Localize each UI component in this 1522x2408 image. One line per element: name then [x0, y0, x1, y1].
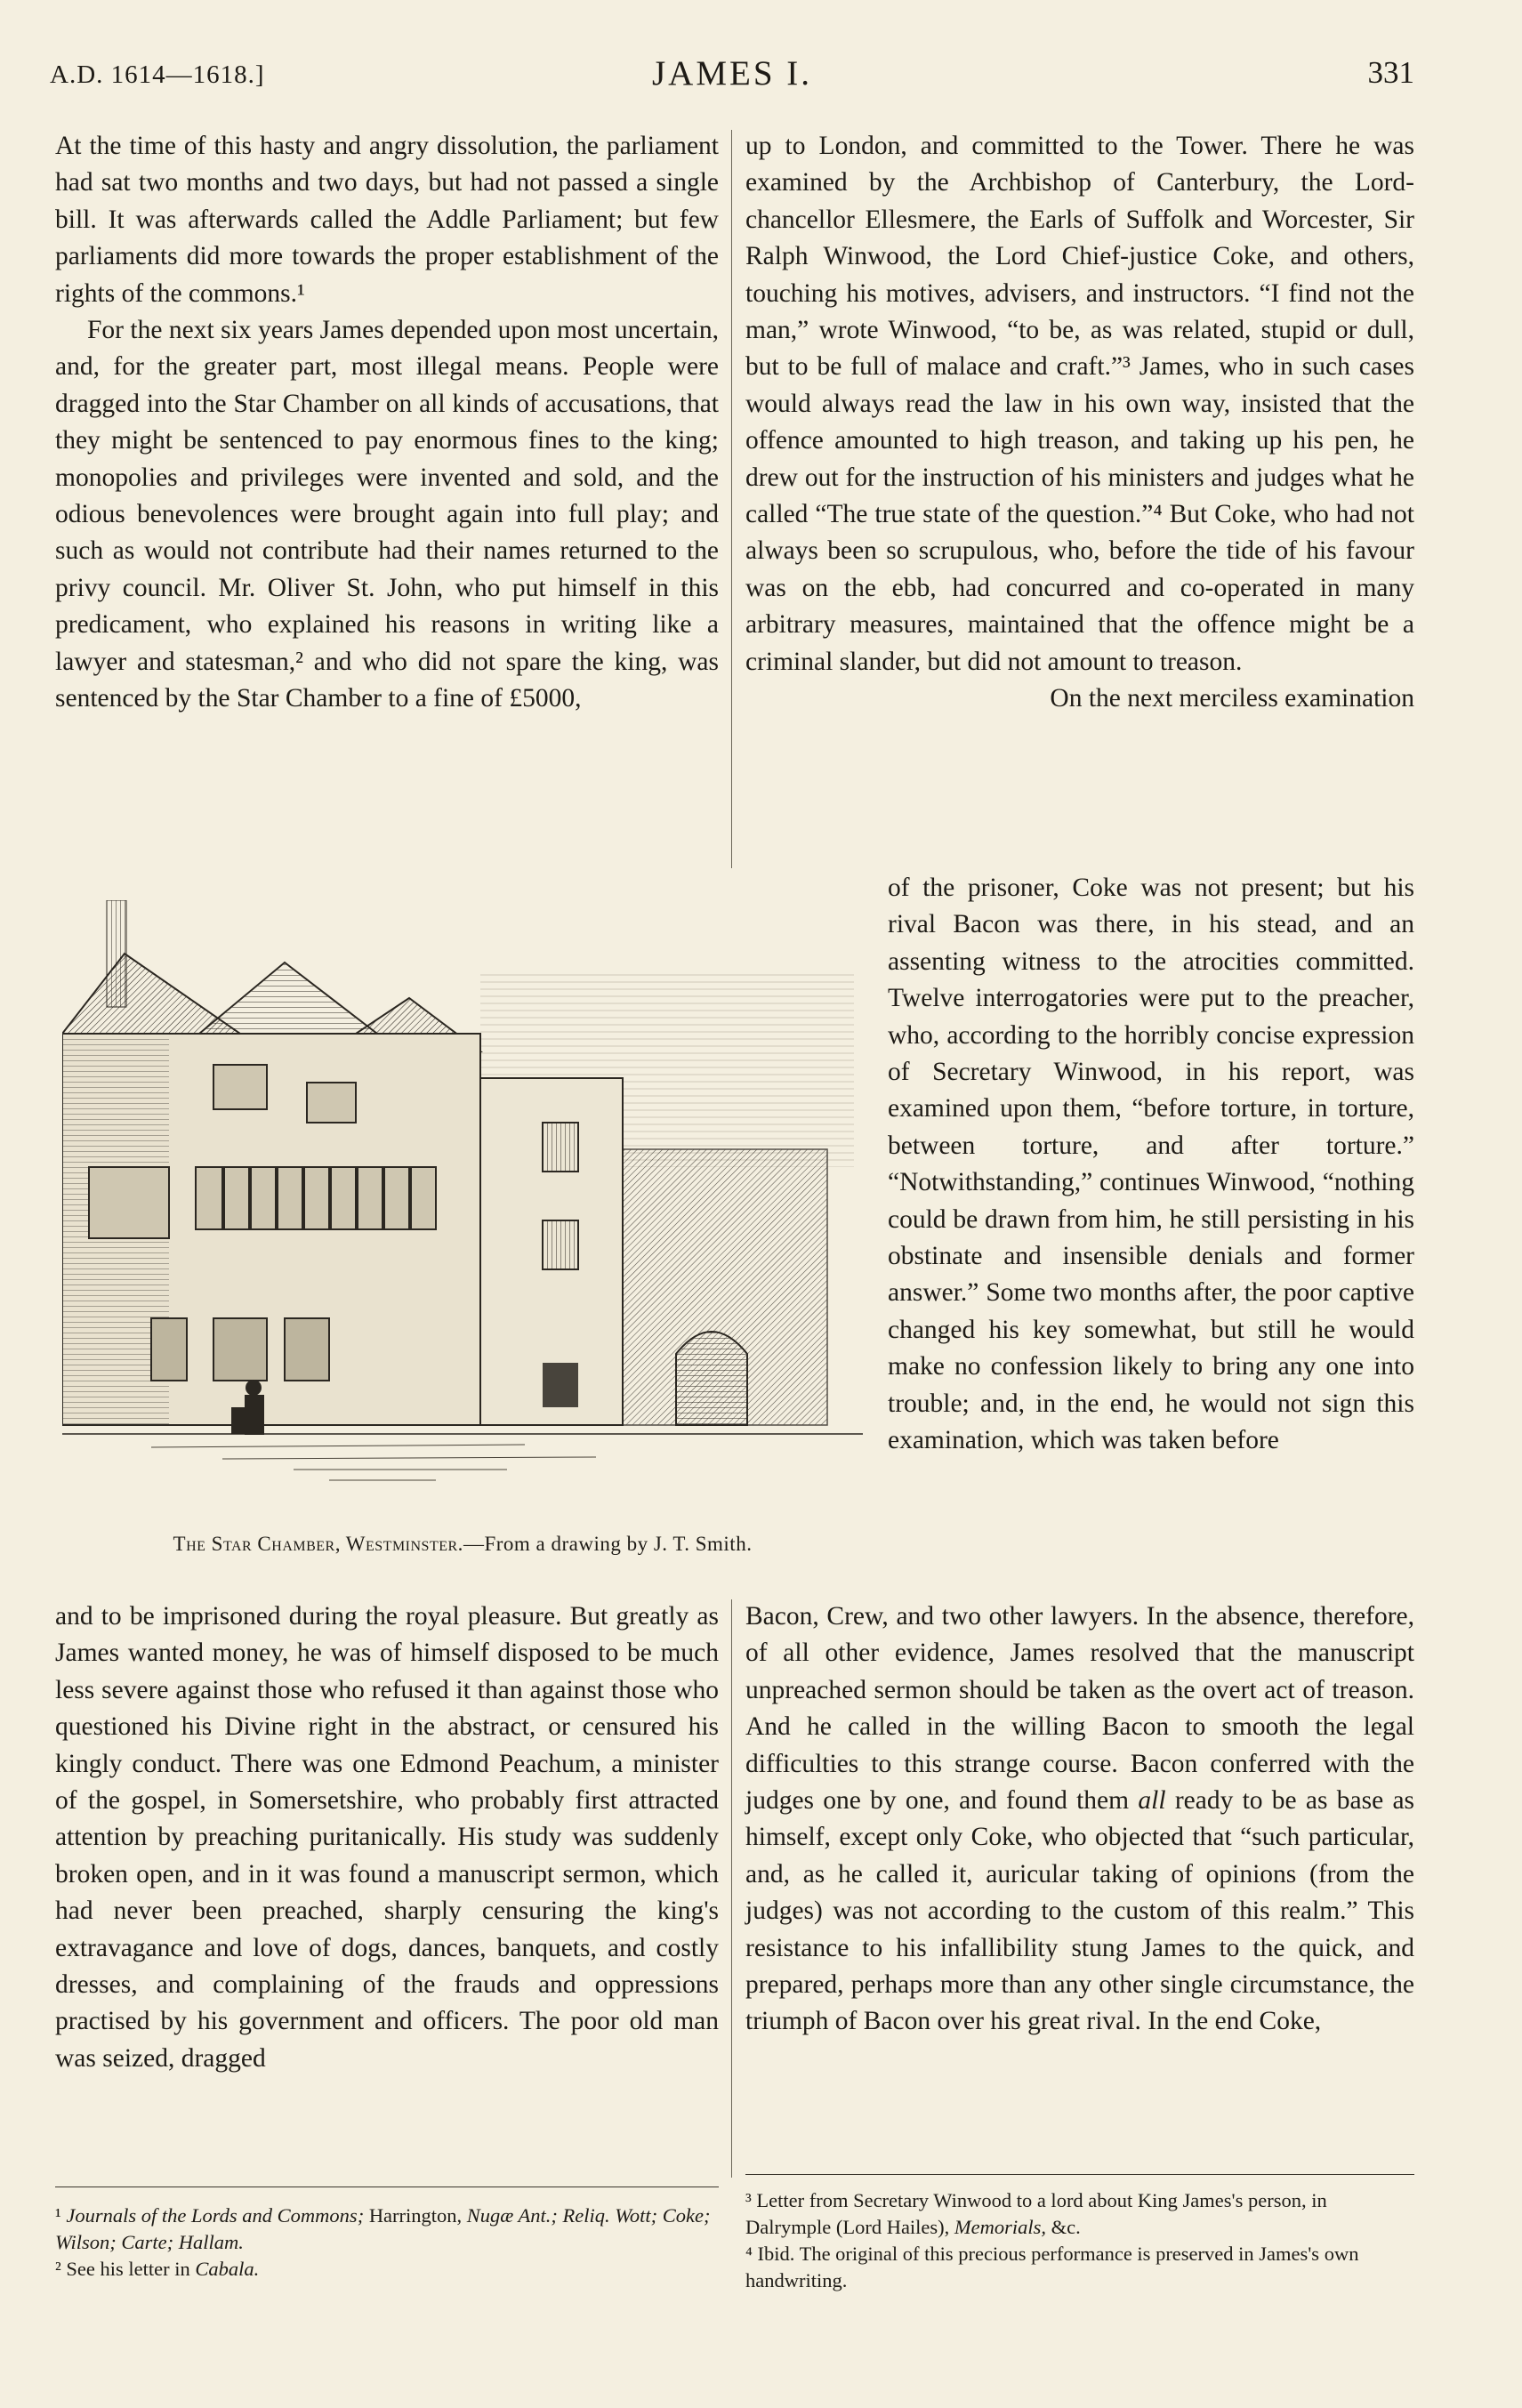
footnotes-right — [745, 2187, 1414, 2294]
page-number: 331 — [1367, 55, 1414, 90]
footnote-italic: Nugæ Ant.; Reliq. Wott; Coke; Wilson; Carte; Hallam. — [55, 2204, 711, 2253]
paragraph — [745, 1599, 1414, 2041]
left-column-top — [55, 128, 719, 718]
column-divider-top — [731, 130, 732, 868]
paragraph: For the next six years James depended upon most uncertain, and, for the greater part, most illegal means. People were dragged into the Star Chamber on all kinds of accusations, that they might be sentenced to pay enormous fines to the king; monopolies and privileges were invented and sold, and the odious benevolences were brought again into full play; and such as would not contribute had their names returned to the privy council. Mr. Oliver St. John, who put himself in this predicament, who explained his reasons in writing like a lawyer and statesman,² and who did not spare the king, was sentenced by the Star Chamber to a fine of £5000, — [55, 316, 719, 713]
paragraph: of the prisoner, Coke was not present; but his rival Bacon was there, in his stead, and an assenting witness to the atrocities committed. Twelve interrogatories were put to the preacher, who, according to the horribly concise expression of Secretary Winwood, in his report, was examined upon them, “before torture, in torture, between torture, and after torture.” “Notwithstanding,” continues Winwood, “nothing could be drawn from him, he still persisting in his obstinate and insensible denials and former answer.” Some two months after, the poor captive changed his key somewhat, but still he would make no confession likely to bring any one into trouble; and, in the end, he would not sign this examination, which was taken before — [888, 874, 1414, 1455]
footnote-mark: ³ — [745, 2189, 752, 2211]
header-title: JAMES I. — [651, 54, 813, 93]
footnote — [55, 2256, 719, 2283]
right-column-bottom — [745, 1599, 1414, 2041]
right-column-top — [745, 128, 1414, 718]
right-column-wrapped — [888, 870, 1414, 1460]
footnote-mark: ² — [55, 2258, 61, 2280]
footnote-rule-right — [745, 2174, 1414, 2175]
paragraph: and to be imprisoned during the royal pleasure. But greatly as James wanted money, he was of himself disposed to be much less severe against those who refused it than against those who questioned his Divine right in the abstract, or censured his kingly conduct. There was one Edmond Peachum, a minister of the gospel, in Somersetshire, who probably first attracted attention by preaching puritanically. His study was suddenly broken open, and in it was found a manuscript sermon, which had never been preached, sharply censuring the king's extravagance and love of dogs, dances, banquets, and costly dresses, and complaining of the frauds and oppressions practised by his government and officers. The poor old man was seized, dragged — [55, 1602, 719, 2073]
footnote — [745, 2187, 1414, 2241]
footnotes-left — [55, 2203, 719, 2283]
left-column-bottom — [55, 1599, 719, 2077]
footnote-text: &c. — [1046, 2216, 1081, 2238]
footnote-text: Letter from Secretary Winwood to a lord about King James's person, in Dalrymple (Lord Hailes), — [745, 2189, 1327, 2238]
footnote-mark: ¹ — [55, 2204, 61, 2227]
footnote-mark: ⁴ — [745, 2243, 753, 2265]
paragraph-text: ready to be as base as himself, except only Coke, who objected that “such particular, and, as he called it, auricular taking of opinions (from the judges) was not according to the custom of this realm.” This resistance to his infallibility stung James to the quick, and prepared, perhaps more than any other single circumstance, the triumph of Bacon over his great rival. In the end Coke, — [745, 1786, 1415, 2036]
running-header — [50, 48, 1414, 101]
footnote — [55, 2203, 719, 2256]
paragraph-tail: On the next merciless examination — [1050, 684, 1414, 713]
figure-caption — [62, 1533, 863, 1556]
footnote-text: Harrington, — [364, 2204, 467, 2227]
caption-title: The Star Chamber, Westminster. — [173, 1533, 463, 1555]
column-divider-bottom — [731, 1599, 732, 2178]
emphasis: all — [1138, 1786, 1166, 1816]
star-chamber-engraving — [62, 900, 863, 1496]
footnote-italic: Memorials, — [954, 2216, 1047, 2238]
footnote-italic: Journals of the Lords and Commons; — [66, 2204, 365, 2227]
caption-credit: —From a drawing by J. T. Smith. — [463, 1533, 753, 1555]
header-date-range: A.D. 1614—1618.] — [50, 60, 265, 89]
footnote-italic: Cabala. — [195, 2258, 260, 2280]
engraving-illustration — [62, 900, 863, 1496]
paragraph: At the time of this hasty and angry dissolution, the parliament had sat two months and two days, but had not passed a single bill. It was afterwards called the Addle Parliament; but few parliaments did more towards the proper establishment of the rights of the commons.¹ — [55, 132, 719, 308]
footnote-text: See his letter in — [60, 2258, 196, 2280]
paragraph-text: up to London, and committed to the Tower. There he was examined by the Archbishop of Canterbury, the Lord-chancellor Ellesmere, the Earls of Suffolk and Worcester, Sir Ralph Winwood, the Lord Chief-justice Coke, and others, touching his motives, advisers, and instructors. “I find not the man,” wrote Winwood, “to be, as was related, stupid or dull, but to be full of malace and craft.”³ James, who in such cases would always read the law in his own way, insisted that the offence amounted to high treason, and taking up his pen, he drew out for the instruction of his ministers and judges what he called “The true state of the question.”⁴ But Coke, who had not always been so scrupulous, who, before the tide of his favour was on the ebb, had concurred and co-operated in many arbitrary measures, maintained that the offence might be a criminal slander, but did not amount to treason. — [745, 132, 1414, 676]
footnote-text: Ibid. The original of this precious performance is preserved in James's own handwriting. — [745, 2243, 1359, 2291]
paragraph — [745, 128, 1414, 681]
footnote — [745, 2241, 1414, 2294]
paragraph-text: Bacon, Crew, and two other lawyers. In the absence, therefore, of all other evidence, James resolved that the manuscript unpreached sermon should be taken as the overt act of treason. And he called in the willing Bacon to smooth the legal difficulties to this strange course. Bacon conferred with the judges one by one, and found them — [745, 1602, 1414, 1816]
